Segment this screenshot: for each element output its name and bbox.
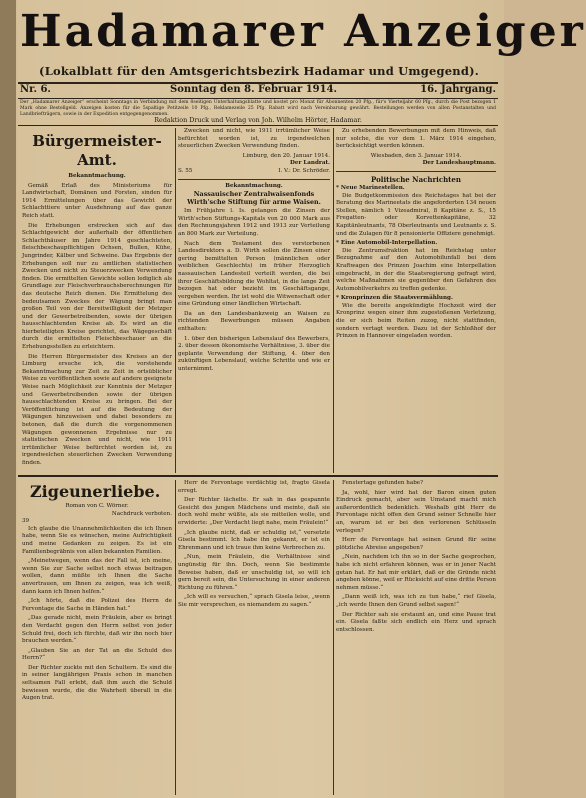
paragraph: Die Zentrumsfraktion hat im Reichstag unter Bezugnahme auf den Automobilunfall bei dem Kraftwagen des Prinzen Joachim eine Interpellation eingebracht, in der die Staatsregierung gefragt wird, welche Maßnahmen sie gegenüber den Gefahren des Automobilverkehrs zu treffen gedenke. <box>336 247 496 292</box>
paragraph: Der Richter sah sie erstaunt an, und eine Pause trat ein. Gisela faßte sich endlich ein Herz und sprach entschlossen. <box>336 611 496 633</box>
reference-number: S. 55 <box>178 167 193 174</box>
adjacent-page-edge <box>0 0 16 798</box>
paragraph: Ich glaube die Unannehmlichkeiten die ich Ihnen habe, wenn Sie es wünschen, meine Aufrichtigkeit und meine Gedanken zu zeigen. Es ist ein Familienbegräbnis von allen bekannten Familien. <box>22 525 172 555</box>
headline-waisenfonds: Nassauischer Zentralwaisenfonds Wirth'sche Stiftung für arme Waisen. <box>187 190 321 207</box>
signature: I. V.: Dr. Schröder. <box>278 167 330 174</box>
column-divider <box>175 480 176 795</box>
paragraph: Herr de Fervontage verdächtig ist, fragte Gisela erregt. <box>178 480 330 494</box>
volume-number: 16. Jahrgang. <box>420 84 496 95</box>
paragraph: „Ich hörte, daß die Polizei des Herrn de Fervontage die Sache in Händen hat.“ <box>22 598 172 612</box>
serial-column-3 <box>336 480 496 795</box>
paragraph: Die Erhebungen erstrecken sich auf das Schlachtgewicht der außerhalb der öffentlichen Schlachthäuser im Jahre 1914 geschlachteten, fleischbeschaupflichtigen Ochsen, Bullen, Kühe, Jungrinder, Kälber und Schweine. Das Ergebnis der Erhebungen soll nur zu amtlichen statistischen Zwecken und nicht zu Steuerzwecken Verwendung finden. Die ermittelten Gewichte sollen lediglich als Grundlage zur Fleischverbrauchsberechnungen für das deutsche Reich dienen. Die Ermittelung des bedeutsamen Zweckes der Wägung bringt man großen Teil von der Bereitwilligkeit der Metzger und der Gewerbetreibenden, sowie der übrigen hausschlachtenden Kreise ab. Es wird an die hierbeteiligten Kreise gerichtet, das Wägegeschäft durch die ermittelten Fleischbeschauer an die Erhebungsstellen zu erleichtern. <box>22 222 172 351</box>
paragraph: Zwecken und nicht, wie 1911 irrtümlicher Weise befürchtet worden ist, zu irgendwelchen steuerlichen Zwecken Verwendung finden. <box>178 128 330 150</box>
paragraph: „Nein, nachdem ich ihn so in der Sache gesprochen, habe ich nicht erfahren können, was er in jener Nacht getan hat. Er hat mir erklärt, daß er die Gründe nicht angeben könne, weil er Rücksicht auf eine dritte Person nehmen müsse.“ <box>336 554 496 591</box>
serial-column-1 <box>22 480 172 795</box>
headline-buergermeisteramt: Bürgermeister-Amt. <box>32 132 162 169</box>
section-rule <box>178 179 330 180</box>
paragraph: Die Budgetkommission des Reichstages hat bei der Beratung des Marineetats die angeforderten 134 neuen Stellen, nämlich 1 Vizeadmiral, 8 Kapitäne z. S., 15 Fregatten- oder Korvettenkapitäne, 32 Kapitänleutnants, 78 Oberleutnants und Leutnants z. S. und die Zulagen für 8 pensionierte Offiziere genehmigt. <box>336 192 496 237</box>
subscription-notice: Der „Hadamarer Anzeiger“ erscheint Sonntags in Verbindung mit dem 8seitigen Unterhaltungsblatte und kostet pro Monat für Abonnenten 20 Pfg., für's Vierteljahr 60 Pfg., durch die Post bezogen 1 Mark ohne Bestellgeld. Anzeigen kosten für die 5spaltige Petitzeile 10 Pfg., Reklamezeile 25 Pfg. Rabatt wird nach Vereinbarung gewährt. Bestellungen werden von allen Postanstalten und Landbriefträgern, sowie in der Expedition entgegengenommen. <box>20 100 496 117</box>
issue-date: Sonntag den 8. Februar 1914. <box>170 84 338 95</box>
paragraph: „Meinetwegen, wenn das der Fall ist, ich meine, wenn Sie zur Sache selbst noch etwas beitragen wollen, dann müßte ich Ihnen die Sache anvertrauen, um Ihnen zu zeigen, was ich weiß, dann kann ich Ihnen helfen.“ <box>22 558 172 595</box>
news-heading: * Neue Marinestellen. <box>336 184 405 191</box>
column-1 <box>22 128 172 473</box>
serial-byline: Roman von C. Wörner. <box>65 503 129 509</box>
paragraph: Im Frühjahre l. Is. gelangen die Zinsen der Wirth'schen Stiftungs-Kapitals von 20 000 Mark aus den Rechnungsjahren 1912 und 1913 zur Verteilung an 800 Mark zur Verteilung. <box>178 208 330 237</box>
header-rule <box>18 125 498 126</box>
installment-number: 39 <box>22 518 30 525</box>
paragraph: Herr de Fervontage hat seinen Grund für seine plötzliche Abreise angegeben? <box>336 537 496 551</box>
paragraph: Fenstertage gefunden habe? <box>342 480 424 486</box>
column-divider <box>333 128 334 473</box>
paragraph: Gemäß Erlaß des Ministeriums für Landwirtschaft, Domänen und Forsten, sinden für 1914 Ermittelungen über das Gewicht der Schlachttiere unter Ausdehnung auf das ganze Reich statt. <box>22 182 172 219</box>
paragraph: „Ich will es versuchen,“ sprach Gisela leise, „wenn Sie mir versprechen, es niemandem zu sagen.“ <box>178 594 330 608</box>
paragraph: Der Richter lächelte. Er sah in das gespannte Gesicht des jungen Mädchens und meinte, daß sie doch wohl mehr wüßte, als sie mitteilen wolle, und erwiderte: „Der Verdacht liegt nahe, mein Fräulein!“ <box>178 497 330 526</box>
newspaper-subtitle: (Lokalblatt für den Amtsgerichtsbezirk Hadamar und Umgegend). <box>39 64 479 78</box>
serial-column-2 <box>178 480 330 795</box>
news-heading: * Eine Automobil-Interpellation. <box>336 240 438 247</box>
paragraph: „Das gerade nicht, mein Fräulein, aber es bringt den Verdacht gegen den Herrn selbst von jeder Schuld frei, doch ich fürchte, daß wir ihn noch hier brauchen werden.“ <box>22 615 172 645</box>
dateline: Wiesbaden, den 3. Januar 1914. <box>370 152 462 159</box>
column-3 <box>336 128 496 473</box>
column-divider <box>175 128 176 473</box>
dateline: Limburg, den 20. Januar 1914. <box>242 152 330 159</box>
column-2 <box>178 128 330 473</box>
column-divider <box>333 480 334 795</box>
landrat-title: Der Landrat. <box>290 160 330 167</box>
newspaper-title: Hadamarer Anzeiger <box>20 6 586 57</box>
subhead-bekanntmachung-2: Bekanntmachung. <box>225 182 283 189</box>
paragraph: Zu erhebenden Bewerbungen mit dem Hinweis, daß nur solche, die vor dem 1. März 1914 eingehen, berücksichtigt werden können. <box>336 128 496 150</box>
copyright-note: Nachdruck verboten. <box>111 510 172 517</box>
paragraph: Der Richter zuckte mit den Schultern. Es sind die in seiner langjährigen Praxis schon in manchen seltsamen Fall erlebt, daß ihm auch die Schuld bewiesen wurde, die die Wahrheit überall in die Augen trat. <box>22 664 172 702</box>
paragraph: „Glauben Sie an der Tat an die Schuld des Herrn?“ <box>22 647 172 662</box>
news-heading: * Kronprinzen die Staatsvermählung. <box>336 295 453 302</box>
paragraph: 1. über den bisherigen Lebenslauf des Bewerbers, 2. über dessen ökonomische Verhältnisse, 3. über die geplante Verwendung der Stiftung, 4. über den zukünftigen Lebenslauf, welche Schritte und wie er unternimmt. <box>178 335 330 373</box>
serial-title: Zigeunerliebe. <box>30 482 161 501</box>
paragraph: Ja, wohl, hier wird hat der Baron einen guten Eindruck gemacht, aber sein Umstand macht mich außerordentlich bedenklich. Weshalb gibt Herr de Fervontage nicht offen den Grund seiner Schnelle hier an, warum ist er bei den verlorenen Schlüsseln verlegen? <box>336 489 496 534</box>
paragraph: Die Herren Bürgermeister des Kreises an der Limburg ersuche ich, die vorstehende Bekanntmachung zur Zeit zu Zeit in ortsüblicher Weise zu veröffentlichen sowie auf andere geeignete Weise nach Möglichkeit zur Kenntnis der Metzger und Gewerbetreibenden sowie der übrigen hausschlachtenden Kreise zu bringen. Bei der Veröffentlichung ist auf die Bedeutung der Wägungen hinzuweisen und dabei besonders zu betonen, daß die durch die vorgenommenen Wägungen gewonnenen Ergebnisse nur zu statistischen Zwecken und nicht, wie 1911 irrtümlicher Weise befürchtet worden ist, zu irgendwelchen steuerlichen Zwecken Verwendung finden. <box>22 353 172 466</box>
issue-info-row <box>20 84 496 98</box>
paragraph: „Nun, mein Fräulein, die Verhältnisse sind ungünstig für ihn. Doch, wenn Sie bestimmte Beweise haben, daß er unschuldig ist, so will ich gern bereit sein, die Untersuchung in einer anderen Richtung zu führen.“ <box>178 554 330 591</box>
issue-rule <box>18 98 498 99</box>
paragraph: Da an den Landesbankzweig an Waisen zu richtenden Bewerbungen müssen Angaben enthalten: <box>178 310 330 333</box>
landeshauptmann-title: Der Landeshauptmann. <box>422 160 496 167</box>
section-rule <box>336 171 496 172</box>
feuilleton-rule <box>18 475 498 477</box>
subhead-bekanntmachung-1: Bekanntmachung. <box>68 173 126 179</box>
redaction-line: Redaktion Druck und Verlag von Joh. Wilhelm Hörter, Hadamar. <box>154 116 362 124</box>
headline-politische-nachrichten: Politische Nachrichten <box>371 174 461 184</box>
masthead <box>20 6 586 68</box>
paragraph: „Dann weiß ich, was ich zu tun habe,“ rief Gisela, „ich werde Ihnen den Grund selbst sagen!“ <box>336 594 496 608</box>
issue-number: Nr. 6. <box>20 84 51 95</box>
paragraph: „Ich glaube nicht, daß er schuldig ist,“ versetzte Gisela bestimmt. Ich habe ihn gekannt, er ist ein Ehrenmann und ich traue ihm keine Verbrechen zu. <box>178 529 330 551</box>
paragraph: Wie die bereits angekündigte Hochzeit wird der Kronprinz wegen einer ihm zugestoßenen Verletzung, die er sich beim Reiten zuzog, nicht stattfinden, sondern vertagt werden. Dazu ist der Schloßhof der Prinzen in Hannover eingeladen worden. <box>336 302 496 340</box>
paragraph: Nach dem Testament des verstorbenen Landesdirektors a. D. Wirth sollen die Zinsen einer gering bemittelten Person (männlichen oder weiblichen Geschlechts) im früher Herzoglich nassauischen Landesteil verteilt werden, die bei ihrer Geschäftsbildung die Wohltat, in die lange Zeit bezogen hat oder bezieht im Geschäftsgange, vergeben werden. Ihr ist wohl die Witwenschaft oder eine Gründung einer ländlichen Wirtschaft. <box>178 240 330 308</box>
